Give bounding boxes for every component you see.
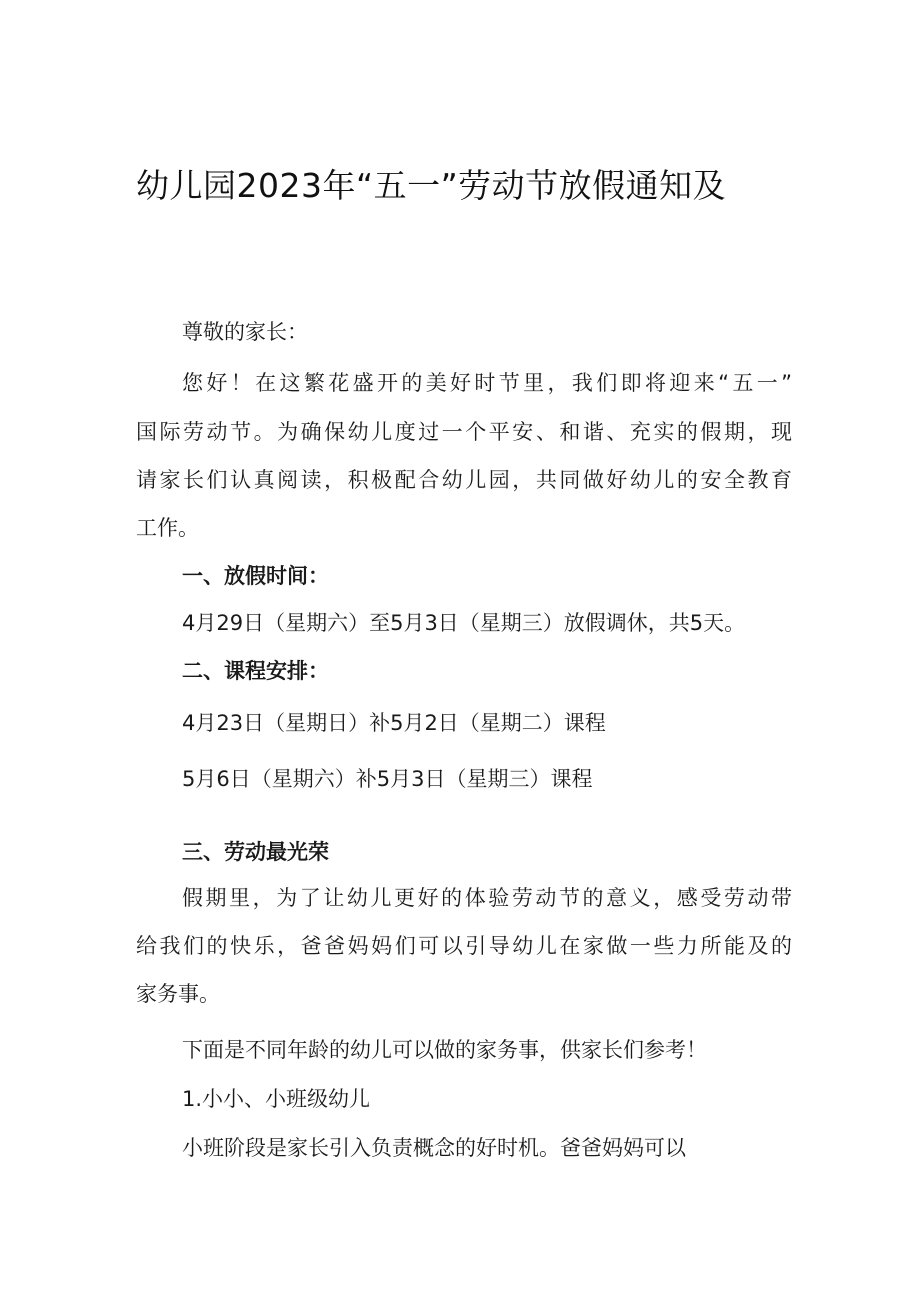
section-1-heading: 一、放假时间：: [182, 564, 329, 588]
intro-line-4: 工作。: [136, 516, 199, 540]
section-3-line-2: 给我们的快乐，爸爸妈妈们可以引导幼儿在家做一些力所能及的: [136, 934, 792, 958]
section-2-heading: 二、课程安排：: [182, 659, 329, 683]
document-title: 幼儿园2023年“五一”劳动节放假通知及: [136, 166, 727, 205]
section-1-text: 4月29日（星期六）至5月3日（星期三）放假调休，共5天。: [182, 611, 746, 635]
schedule-item-2: 5月6日（星期六）补5月3日（星期三）课程: [182, 767, 593, 791]
intro-line-3: 请家长们认真阅读，积极配合幼儿园，共同做好幼儿的安全教育: [136, 468, 792, 492]
subsection-1-heading: 1.小小、小班级幼儿: [182, 1087, 371, 1111]
salutation: 尊敬的家长：: [182, 320, 308, 344]
section-3-line-1: 假期里，为了让幼儿更好的体验劳动节的意义，感受劳动带: [182, 886, 792, 910]
intro-line-2: 国际劳动节。为确保幼儿度过一个平安、和谐、充实的假期，现: [136, 420, 792, 444]
schedule-item-1: 4月23日（星期日）补5月2日（星期二）课程: [182, 711, 606, 735]
subsection-1-text: 小班阶段是家长引入负责概念的好时机。爸爸妈妈可以: [182, 1136, 686, 1160]
reference-text: 下面是不同年龄的幼儿可以做的家务事，供家长们参考！: [182, 1038, 707, 1062]
intro-line-1: 您好！在这繁花盛开的美好时节里，我们即将迎来“五一”: [182, 371, 792, 395]
section-3-line-3: 家务事。: [136, 982, 220, 1006]
section-3-heading: 三、劳动最光荣: [182, 840, 329, 864]
